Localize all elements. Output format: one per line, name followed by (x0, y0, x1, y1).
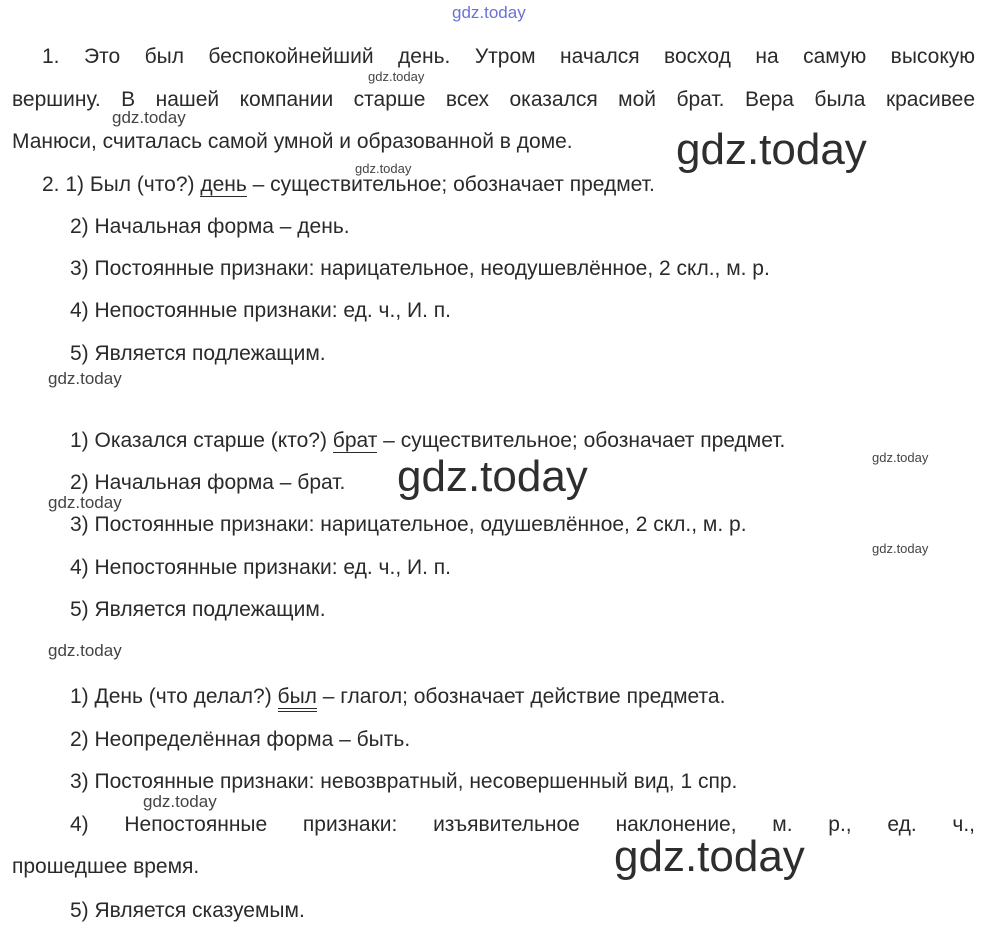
verb-line-2: 2) Неопределённая форма – быть. (70, 728, 411, 751)
watermark: gdz.today (872, 450, 929, 465)
watermark: gdz.today (143, 792, 217, 811)
verb-line-4a: 4) Непостоянные признаки: изъявительное наклонение, м. р., ед. ч., (70, 813, 975, 836)
noun2-line-3: 3) Постоянные признаки: нарицательное, одушевлённое, 2 скл., м. р. (70, 513, 747, 536)
noun2-prefix: 1) Оказался старше (кто?) (70, 429, 333, 452)
noun1-line-4: 4) Непостоянные признаки: ед. ч., И. п. (70, 299, 451, 322)
task1-line-2: вершину. В нашей компании старше всех оказался мой брат. Вера была красивее (12, 88, 975, 111)
noun1-suffix: – существительное; обозначает предмет. (246, 173, 655, 196)
verb-line-4b: прошедшее время. (12, 855, 200, 878)
verb-line-1 (70, 684, 725, 710)
watermark: gdz.today (676, 125, 867, 174)
watermark: gdz.today (48, 641, 122, 660)
noun2-line-1 (70, 428, 785, 454)
noun1-line-5: 5) Является подлежащим. (70, 342, 326, 365)
watermark: gdz.today (48, 369, 122, 388)
verb-line-3: 3) Постоянные признаки: невозвратный, несовершенный вид, 1 спр. (70, 770, 738, 793)
watermark: gdz.today (112, 108, 186, 127)
watermark: gdz.today (355, 161, 412, 176)
noun2-line-2: 2) Начальная форма – брат. (70, 471, 346, 494)
verb-line-5: 5) Является сказуемым. (70, 899, 305, 922)
noun2-line-5: 5) Является подлежащим. (70, 598, 326, 621)
noun2-line-4: 4) Непостоянные признаки: ед. ч., И. п. (70, 556, 451, 579)
verb-prefix: 1) День (что делал?) (70, 685, 278, 708)
noun2-underlined-word: брат (332, 429, 378, 452)
task1-line-3: Манюси, считалась самой умной и образованной в доме. (12, 130, 573, 153)
verb-suffix: – глагол; обозначает действие предмета. (316, 685, 726, 708)
watermark: gdz.today (614, 832, 805, 881)
noun1-prefix: 2. 1) Был (что?) (42, 173, 201, 196)
noun1-underlined-word: день (200, 173, 247, 196)
task1-line-1: 1. Это был беспокойнейший день. Утром начался восход на самую высокую (42, 45, 975, 68)
noun1-line-1 (42, 172, 655, 198)
watermark: gdz.today (872, 541, 929, 556)
noun1-line-3: 3) Постоянные признаки: нарицательное, неодушевлённое, 2 скл., м. р. (70, 257, 770, 280)
watermark: gdz.today (368, 69, 425, 84)
watermark: gdz.today (48, 493, 122, 512)
watermark: gdz.today (397, 452, 588, 501)
noun1-line-2: 2) Начальная форма – день. (70, 215, 350, 238)
noun2-suffix: – существительное; обозначает предмет. (377, 429, 786, 452)
watermark-top: gdz.today (452, 3, 526, 22)
verb-underlined-word: был (278, 685, 317, 712)
